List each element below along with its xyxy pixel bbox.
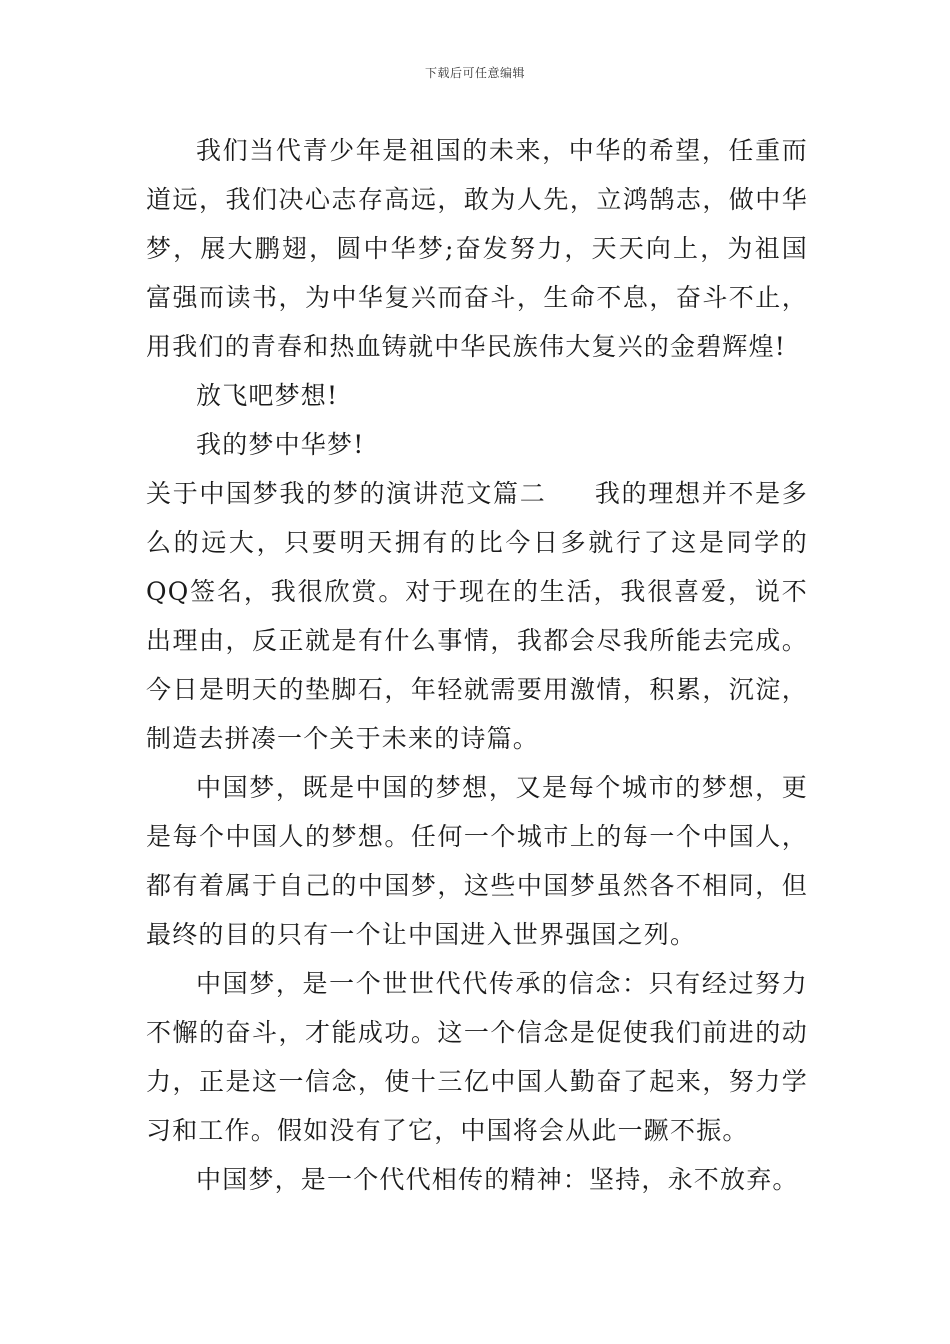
- paragraph-china-dream-belief: 中国梦，是一个世世代代传承的信念：只有经过努力不懈的奋斗，才能成功。这一个信念是促使我们前进的动力，正是这一信念，使十三亿中国人勤奋了起来，努力学习和工作。假如没有了它，中国将会从此一蹶不振。: [146, 969, 808, 1145]
- section-body: 我的理想并不是多么的远大，只要明天拥有的比今日多就行了这是同学的QQ签名，我很欣赏。对于现在的生活，我很喜爱，说不出理由，反正就是有什么事情，我都会尽我所能去完成。今日是明天的垫脚石，年轻就需要用激情，积累，沉淀，制造去拼凑一个关于未来的诗篇。: [146, 479, 808, 753]
- paragraph-release-dream: 放飞吧梦想!: [196, 381, 339, 410]
- paragraph-china-dream-spirit: 中国梦，是一个代代相传的精神：坚持，永不放弃。: [196, 1165, 799, 1194]
- paragraph-china-dream-city: 中国梦，既是中国的梦想，又是每个城市的梦想，更是每个中国人的梦想。任何一个城市上的每一个中国人，都有着属于自己的中国梦，这些中国梦虽然各不相同，但最终的目的只有一个让中国进入世界强国之列。: [146, 773, 808, 949]
- paragraph-youth-dream: 我们当代青少年是祖国的未来，中华的希望，任重而道远，我们决心志存高远，敢为人先，立鸿鹄志，做中华梦，展大鹏翅，圆中华梦;奋发努力，天天向上，为祖国富强而读书，为中华复兴而奋斗，生命不息，奋斗不止，用我们的青春和热血铸就中华民族伟大复兴的金碧辉煌!: [146, 136, 808, 361]
- paragraph-speech-two: [146, 469, 808, 763]
- page-header: 下载后可任意编辑: [424, 66, 525, 80]
- document-body: [146, 126, 808, 1204]
- paragraph-my-dream: 我的梦中华梦!: [196, 430, 365, 459]
- section-title: 关于中国梦我的梦的演讲范文篇二: [146, 479, 547, 508]
